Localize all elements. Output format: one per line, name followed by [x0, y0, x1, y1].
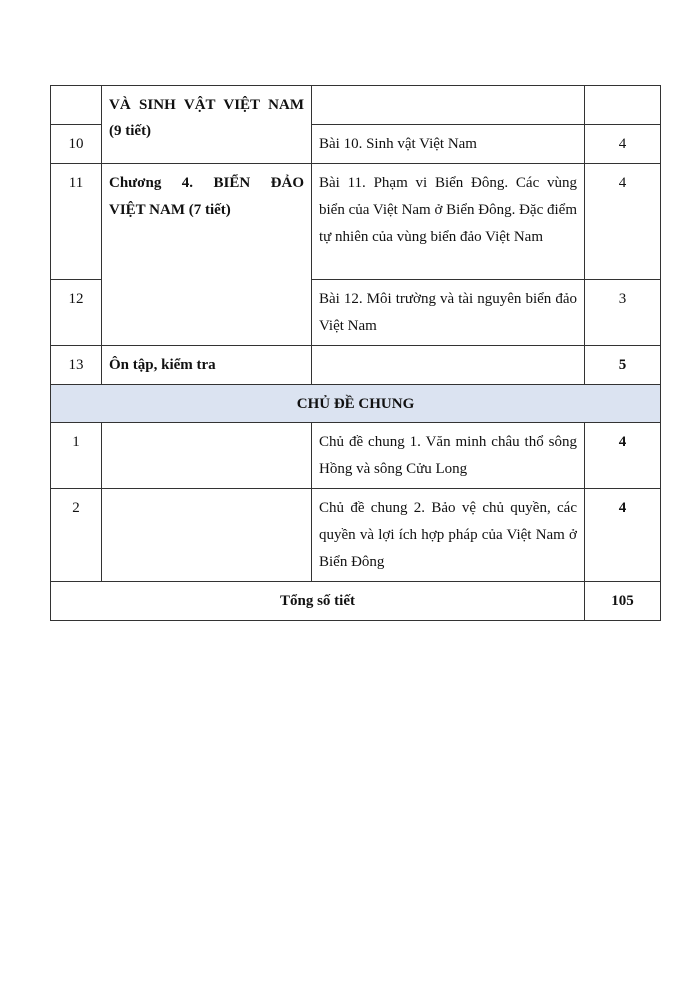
chapter-cell: [102, 86, 312, 125]
curriculum-table: [50, 85, 661, 621]
chapter-cell: Ôn tập, kiểm tra: [102, 345, 312, 384]
lesson-cell: Chủ đề chung 2. Bảo vệ chủ quyền, các quyền và lợi ích hợp pháp của Việt Nam ở Biển Đông: [312, 488, 585, 581]
stt-cell: 13: [51, 345, 102, 384]
chapter-cell: [102, 124, 312, 163]
table-row: [51, 488, 661, 581]
table-row: [51, 279, 661, 345]
periods-cell: 3: [585, 279, 661, 345]
lesson-cell: Bài 12. Môi trường và tài nguyên biển đảo Việt Nam: [312, 279, 585, 345]
stt-cell: [51, 86, 102, 125]
chapter-title-line: Chương 4. BIỂN ĐẢO: [109, 174, 304, 191]
total-value: 105: [585, 581, 661, 620]
periods-cell: 4: [585, 124, 661, 163]
section-header-row: [51, 384, 661, 422]
periods-cell: 4: [585, 163, 661, 279]
stt-cell: 10: [51, 124, 102, 163]
stt-cell: 2: [51, 488, 102, 581]
table-row: [51, 163, 661, 279]
total-row: [51, 581, 661, 620]
chapter-title-line: (9 tiết): [109, 123, 152, 139]
chapter-cell: [102, 488, 312, 581]
table-row: [51, 422, 661, 488]
chapter-cell: [102, 279, 312, 345]
stt-cell: 12: [51, 279, 102, 345]
chapter-title-line: VÀ SINH VẬT VIỆT NAM: [109, 97, 304, 113]
lesson-cell: [312, 86, 585, 125]
lesson-cell: [312, 345, 585, 384]
stt-cell: 1: [51, 422, 102, 488]
table-row: [51, 124, 661, 163]
periods-cell: 4: [585, 422, 661, 488]
periods-cell: 4: [585, 488, 661, 581]
table-row: [51, 86, 661, 125]
section-title: CHỦ ĐỀ CHUNG: [51, 384, 661, 422]
lesson-cell: Bài 10. Sinh vật Việt Nam: [312, 124, 585, 163]
lesson-cell: Bài 11. Phạm vi Biển Đông. Các vùng biển của Việt Nam ở Biển Đông. Đặc điểm tự nhiên của vùng biển đảo Việt Nam: [312, 163, 585, 279]
total-label: Tổng số tiết: [51, 581, 585, 620]
chapter-cell: [102, 422, 312, 488]
periods-cell: 5: [585, 345, 661, 384]
chapter-cell: [102, 163, 312, 279]
periods-cell: [585, 86, 661, 125]
chapter-title-line: VIỆT NAM (7 tiết): [109, 201, 231, 218]
stt-cell: 11: [51, 163, 102, 279]
lesson-cell: Chủ đề chung 1. Văn minh châu thổ sông Hồng và sông Cửu Long: [312, 422, 585, 488]
table-row: [51, 345, 661, 384]
